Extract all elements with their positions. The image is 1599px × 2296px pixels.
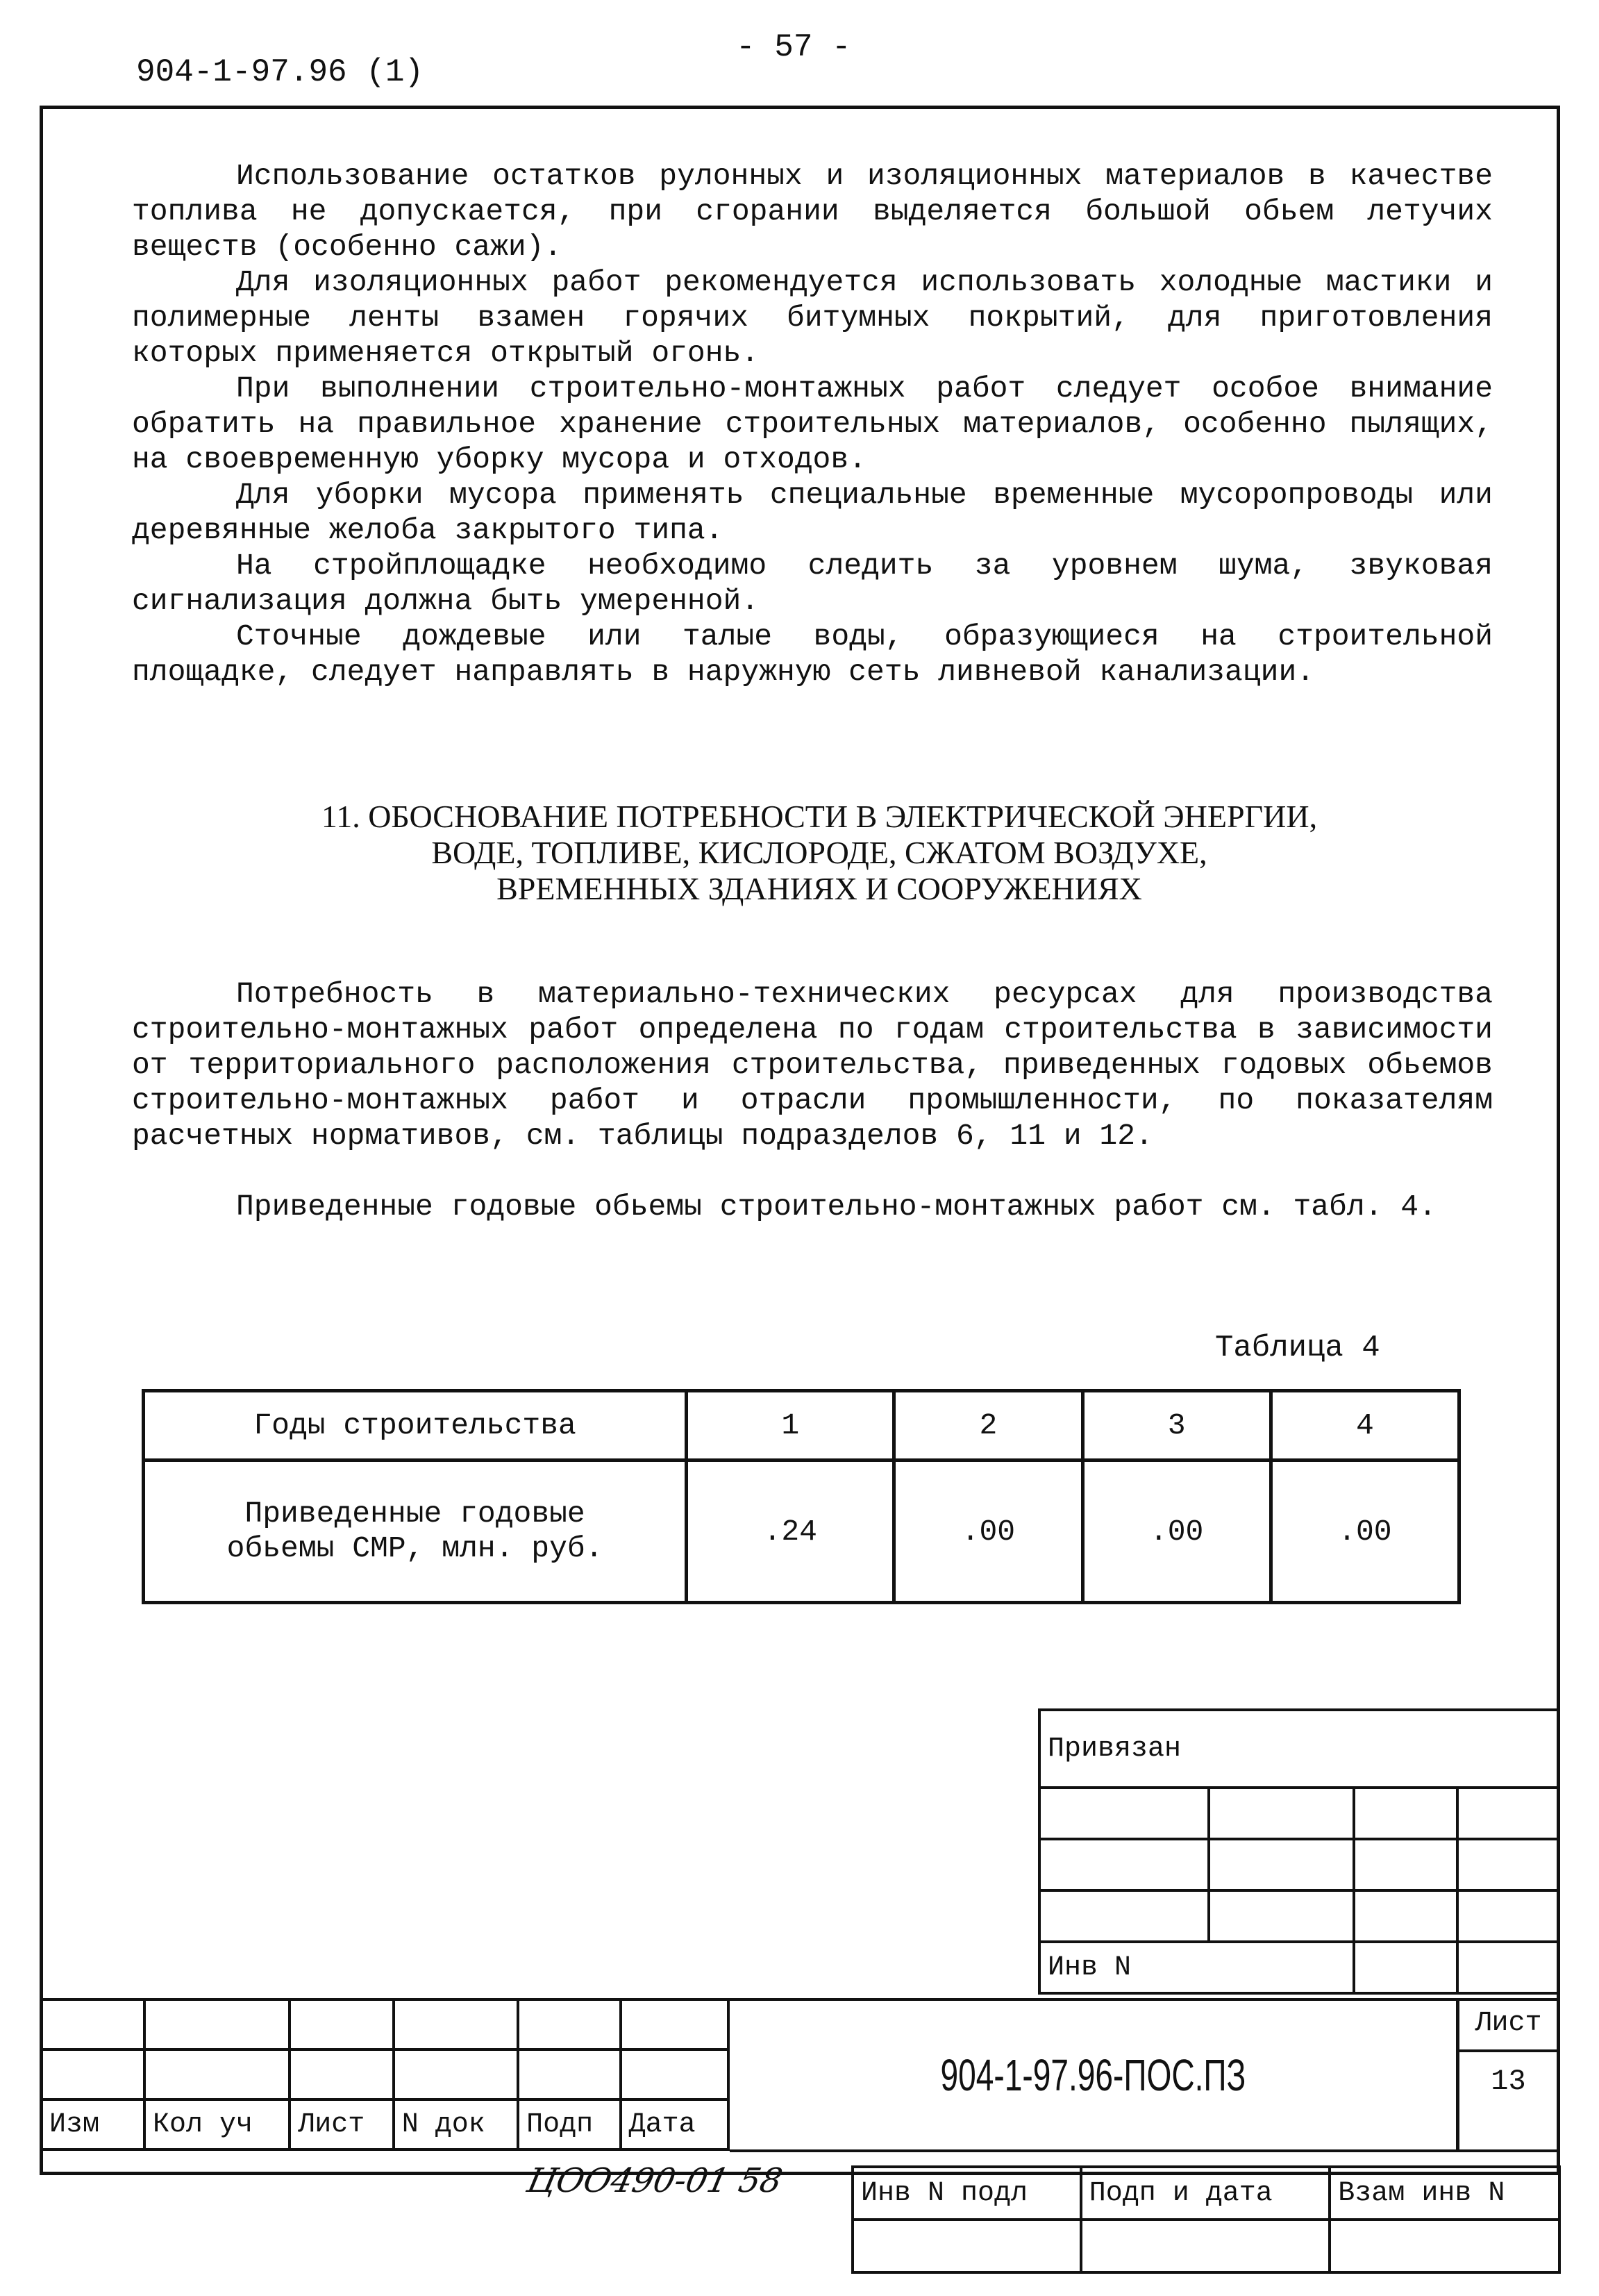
year-cell: 1 [687,1391,894,1461]
section-heading [208,799,1430,907]
stamp-cell [1039,1839,1209,1890]
paragraph: Сточные дождевые или талые воды, образующиеся на строительной площадке, следует направлять в наружную сеть ливневой канализации. [132,619,1493,689]
stamp-cell [1209,1788,1354,1839]
stamp-cell [1457,1890,1559,1942]
archive-inv-label: Инв N подл [853,2167,1081,2220]
archive-replace-label: Взам инв N [1330,2167,1559,2220]
binding-label: Привязан [1039,1710,1559,1788]
year-cell: 3 [1082,1391,1271,1461]
value-cell: .24 [687,1461,894,1603]
stamp-cell [1209,1839,1354,1890]
stamp-cell [394,1999,518,2049]
stamp-cell [1354,1942,1457,1993]
stamp-cell [621,1999,728,2049]
value-cell: .00 [894,1461,1082,1603]
paragraph: Для уборки мусора применять специальные временные мусоропроводы или деревянные желоба закрытого типа. [132,478,1493,547]
stamp-cell [1457,1839,1559,1890]
table-caption: Таблица 4 [1215,1331,1380,1365]
page-number: - 57 - [736,29,851,65]
stamp-cell [1457,1788,1559,1839]
column-izm: Изм [41,2099,144,2149]
stamp-cell [621,2049,728,2099]
stamp-cell [1209,1890,1354,1942]
stamp-cell [1039,1788,1209,1839]
table-row [144,1461,1459,1603]
text-block-top [132,158,1493,690]
stamp-cell [853,2220,1081,2272]
paragraph: Использование остатков рулонных и изоляционных материалов в качестве топлива не допускается, при сгорании выделяется большой обьем летучих веществ (особенно сажи). [132,159,1493,264]
table-4 [142,1389,1461,1604]
column-n-dok: N док [394,2099,518,2149]
value-cell: .00 [1271,1461,1459,1603]
stamp-cell [144,2049,290,2099]
year-cell: 4 [1271,1391,1459,1461]
stamp-cell [1457,1942,1559,1993]
stamp-cell [1039,1890,1209,1942]
column-kol-uch: Кол уч [144,2099,290,2149]
document-designation-text: 904-1-97.96-ПОС.ПЗ [940,2050,1246,2100]
paragraph: Приведенные годовые обьемы строительно-монтажных работ см. табл. 4. [236,1190,1437,1224]
text-block-mid [132,976,1493,1224]
archive-stamp [851,2165,1561,2274]
stamp-cell [1354,1890,1457,1942]
archive-sign-label: Подп и дата [1081,2167,1330,2220]
stamp-cell [518,1999,621,2049]
column-data: Дата [621,2099,728,2149]
document-designation [730,1998,1459,2152]
table-header-row [144,1391,1459,1461]
stamp-cell [290,2049,393,2099]
sheet-box [1457,1998,1560,2152]
paragraph: При выполнении строительно-монтажных работ следует особое внимание обратить на правильное хранение строительных материалов, особенно пылящих, на своевременную уборку мусора и отходов. [132,372,1493,476]
stamp-cell [518,2049,621,2099]
stamp-cell [1354,1788,1457,1839]
stamp-cell [1354,1839,1457,1890]
inventory-label: Инв N [1039,1942,1354,1993]
column-podp: Подп [518,2099,621,2149]
section-heading-line: 11. ОБОСНОВАНИЕ ПОТРЕБНОСТИ В ЭЛЕКТРИЧЕСКОЙ ЭНЕРГИИ, [321,799,1318,834]
stamp-cell [290,1999,393,2049]
stamp-cell [41,2049,144,2099]
value-cell: .00 [1082,1461,1271,1603]
stamp-cell [144,1999,290,2049]
section-heading-line: ВОДЕ, ТОПЛИВЕ, КИСЛОРОДЕ, СЖАТОМ ВОЗДУХЕ, [431,835,1207,870]
stamp-cell [1330,2220,1559,2272]
sheet-number: 13 [1491,2065,1526,2098]
revision-table [40,1998,730,2151]
column-list: Лист [290,2099,393,2149]
row-label-line: обьемы СМР, млн. руб. [226,1531,603,1565]
stamp-cell [41,1999,144,2049]
document-code-header: 904-1-97.96 (1) [136,54,424,90]
paragraph: Для изоляционных работ рекомендуется использовать холодные мастики и полимерные ленты взамен горячих битумных покрытий, для приготовления которых применяется открытый огонь. [132,265,1493,370]
binding-stamp [1038,1708,1560,1995]
sheet-label: Лист [1459,2001,1557,2052]
row-label-line: Приведенные годовые [244,1497,585,1531]
paragraph: На стройплощадке необходимо следить за уровнем шума, звуковая сигнализация должна быть умеренной. [132,549,1493,618]
stamp-cell [394,2049,518,2099]
section-heading-line: ВРЕМЕННЫХ ЗДАНИЯХ И СООРУЖЕНИЯХ [496,871,1142,906]
paragraph: Потребность в материально-технических ресурсах для производства строительно-монтажных работ определена по годам строительства в зависимости от территориального расположения строительства, приведенных годовых обьемов строительно-монтажных работ и отрасли промышленности, по показателям расчетных нормативов, см. таблицы подразделов 6, 11 и 12. [132,977,1493,1153]
row-label [144,1461,687,1603]
stamp-cell [1081,2220,1330,2272]
handwritten-note: ЦОО490-01 58 [524,2161,786,2200]
table-header-label: Годы строительства [144,1391,687,1461]
year-cell: 2 [894,1391,1082,1461]
